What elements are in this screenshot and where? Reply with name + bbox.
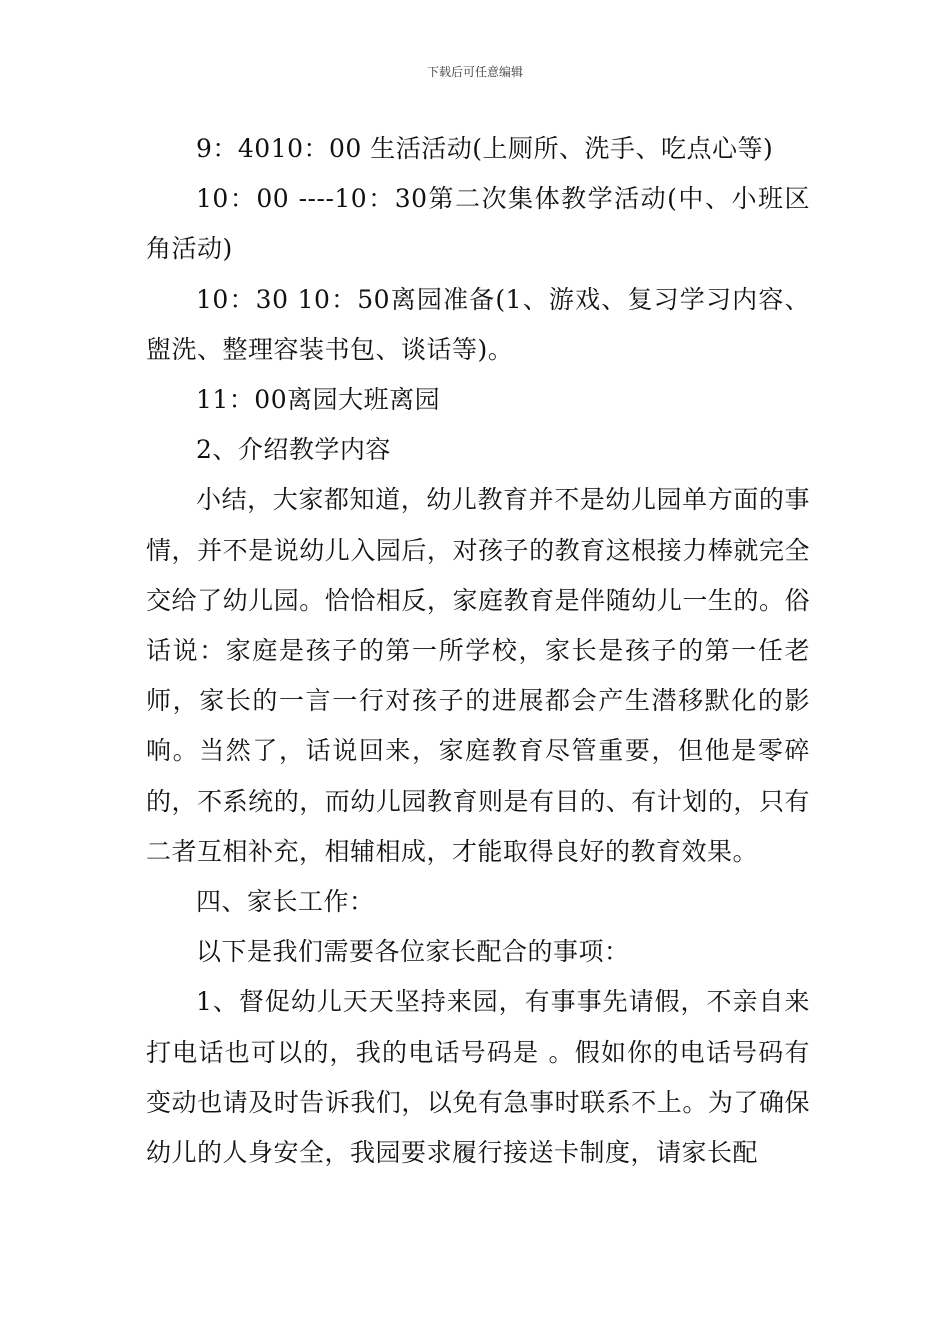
paragraph-schedule-snack: 9：4010：00 生活活动(上厕所、洗手、吃点心等) [196, 134, 774, 163]
paragraph-summary: 小结，大家都知道，幼儿教育并不是幼儿园单方面的事情，并不是说幼儿入园后，对孩子的教育这根接力棒就完全交给了幼儿园。恰恰相反，家庭教育是伴随幼儿一生的。俗话说：家庭是孩子的第一所学校，家长是孩子的第一任老师，家长的一言一行对孩子的进展都会产生潜移默化的影响。当然了，话说回来，家庭教育尽管重要，但他是零碎的，不系统的，而幼儿园教育则是有目的、有计划的，只有二者互相补充，相辅相成，才能取得良好的教育效果。 [146, 485, 810, 866]
paragraph-schedule-leave: 11：00离园大班离园 [196, 385, 441, 415]
paragraph-heading-teaching-content: 2、介绍教学内容 [196, 435, 391, 465]
paragraph-parent-items-intro: 以下是我们需要各位家长配合的事项： [196, 937, 630, 967]
page-header-note: 下载后可任意编辑 [426, 65, 523, 79]
paragraph-heading-parent-work: 四、家长工作： [196, 887, 375, 917]
paragraph-schedule-leave-prep: 10：30 10：50离园准备(1、游戏、复习学习内容、盥洗、整理容装书包、谈话等)。 [146, 284, 810, 364]
document-body [146, 124, 810, 1178]
paragraph-parent-item-1: 1、督促幼儿天天坚持来园，有事事先请假，不亲自来打电话也可以的，我的电话号码是 。假如你的电话号码有变动也请及时告诉我们，以免有急事时联系不上。为了确保幼儿的人身安全，我园要求履行接送卡制度，请家长配 [146, 987, 810, 1168]
paragraph-schedule-second-activity: 10：00 ----10：30第二次集体教学活动(中、小班区角活动) [146, 184, 810, 264]
